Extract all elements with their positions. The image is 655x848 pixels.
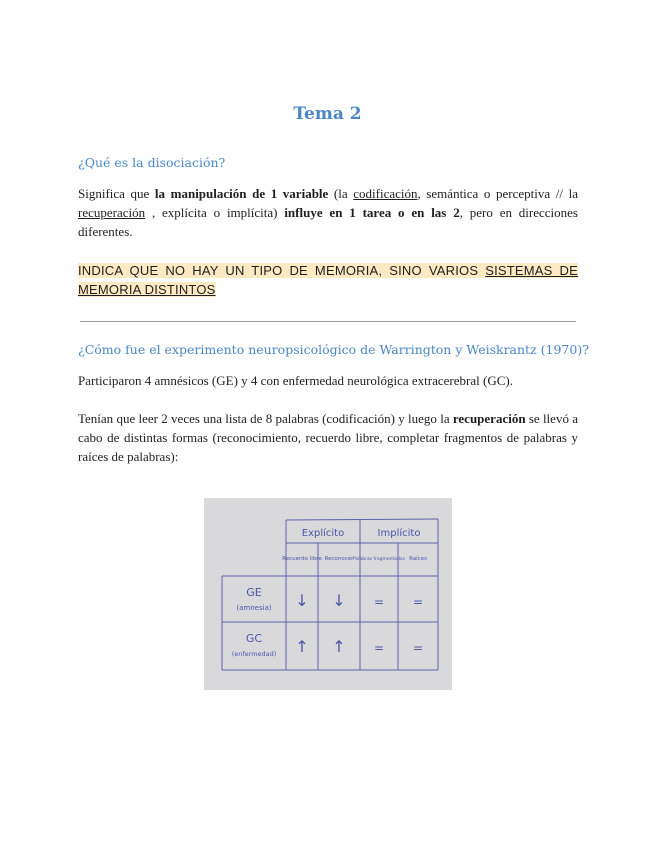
handwritten-table-photo [204,498,452,690]
text-run: Tenían que leer 2 veces una lista de 8 palabras (codificación) y luego la [78,411,453,426]
text-run: , explícita o implícita) [145,205,285,220]
header-group-implicito: Implícito [377,528,421,539]
cell-gc-recuerdo: ↑ [295,637,309,656]
page-title: Tema 2 [293,104,362,124]
row-sublabel-ge: (amnesia) [236,604,272,612]
highlight-underlined-text: SISTEMAS DE MEMORIA DISTINTOS [78,263,579,297]
bold-run: la manipulación de 1 variable [154,186,329,201]
question-heading-experimento: ¿Cómo fue el experimento neuropsicológico de Warrington y Weiskrantz (1970)? [78,342,589,357]
cell-ge-reconocer: ↓ [332,591,346,610]
column-header-recuerdo: Recuerdo libre [282,556,322,562]
row-label-gc: GC [245,632,263,645]
paragraph-definition [78,184,578,241]
row-label-ge: GE [246,586,262,599]
cell-gc-raices: = [412,641,424,655]
text-run: , pero en direcciones diferentes. [78,205,578,239]
row-sublabel-gc: (enfermedad) [231,650,277,658]
horizontal-divider [80,321,576,322]
column-header-reconocer: Reconocer [324,556,354,562]
text-run: (la [328,186,354,201]
underlined-run: codificación [353,186,418,201]
underlined-run: recuperación [78,205,146,220]
text-run: se llevó a cabo de distintas formas (reconocimiento, recuerdo libre, completar fragmentos de palabras y raíces de palabras): [78,411,578,464]
paragraph-procedure [78,409,578,466]
cell-gc-fragmentos: = [373,641,385,655]
cell-ge-fragmentos: = [373,595,385,609]
question-heading-disociacion: ¿Qué es la disociación? [78,155,226,170]
bold-run: influye en 1 tarea o en las 2 [284,205,460,220]
paragraph-participants: Participaron 4 amnésicos (GE) y 4 con enfermedad neurológica extracerebral (GC). [78,373,513,388]
cell-ge-recuerdo: ↓ [295,591,309,610]
text-run: Significa que [78,186,155,201]
text-run: , semántica o perceptiva // la [417,186,578,201]
bold-run: recuperación [452,411,526,426]
column-header-fragmentos: Palabras fragmentadas [352,557,406,562]
cell-ge-raices: = [412,595,424,609]
highlight-text: INDICA QUE NO HAY UN TIPO DE MEMORIA, SINO VARIOS [78,263,486,278]
highlighted-conclusion [78,261,578,299]
header-group-explicito: Explícito [301,528,345,539]
cell-gc-reconocer: ↑ [332,637,346,656]
handwritten-table-drawing [204,498,452,690]
column-header-raices: Raíces [409,556,427,562]
